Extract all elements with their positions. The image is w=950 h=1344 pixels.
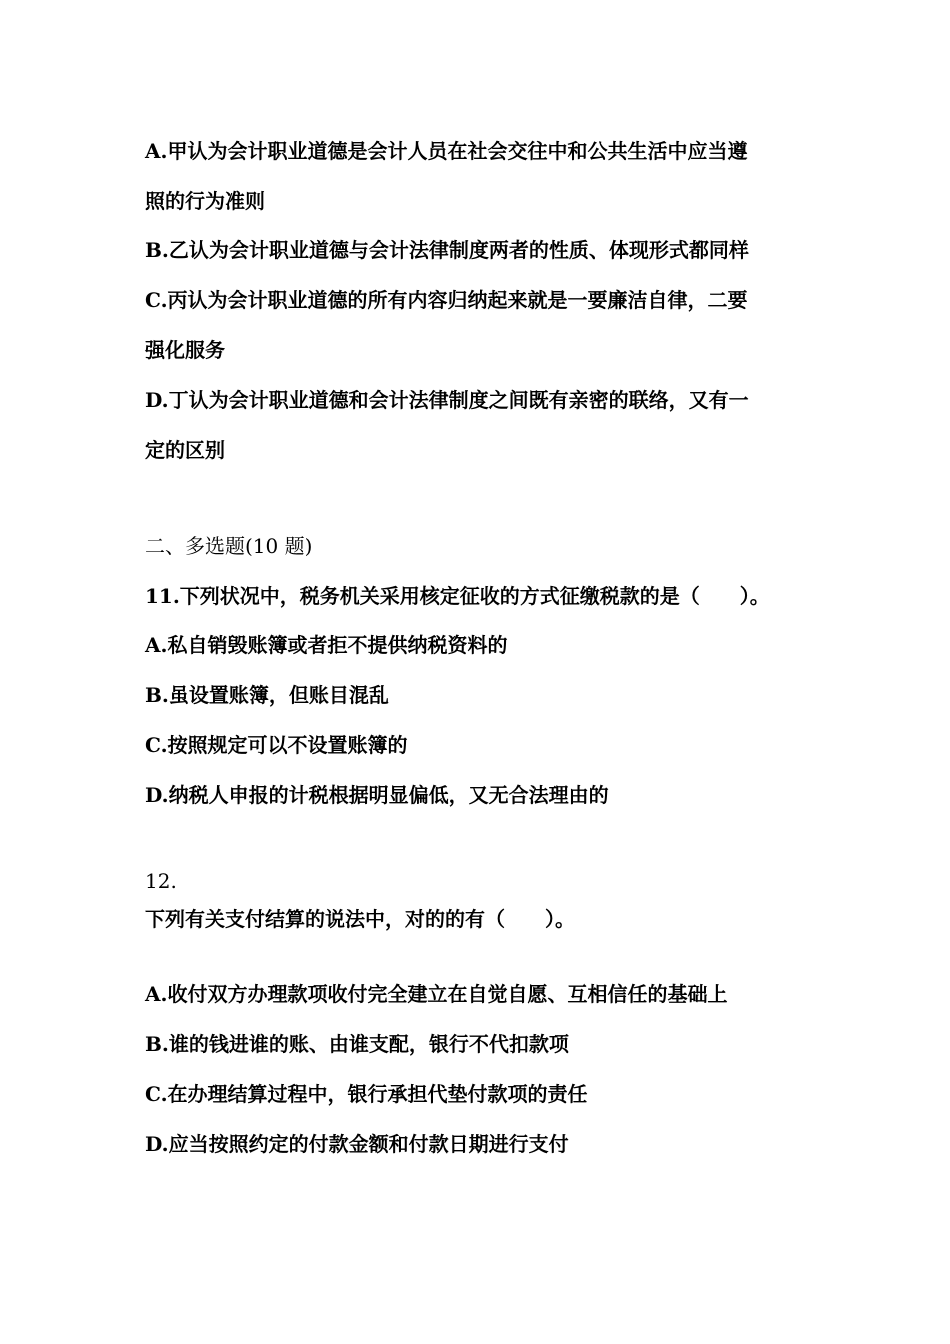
q10-option-c-line2: 强化服务 [145,338,225,362]
q12-option-d: D.应当按照约定的付款金额和付款日期进行支付 [145,1132,569,1156]
q11-question: 11.下列状况中，税务机关采用核定征收的方式征缴税款的是（ ）。 [145,584,770,608]
q12-option-b: B.谁的钱进谁的账、由谁支配，银行不代扣款项 [145,1032,569,1056]
q11-option-c: C.按照规定可以不设置账簿的 [145,733,408,757]
q11-option-b: B.虽设置账簿，但账目混乱 [145,683,389,707]
q10-option-c-line1: C.丙认为会计职业道德的所有内容归纳起来就是一要廉洁自律，二要 [145,288,748,312]
q10-option-b: B.乙认为会计职业道德与会计法律制度两者的性质、体现形式都同样 [145,238,749,262]
q10-option-d-line2: 定的区别 [145,438,225,462]
q10-option-d-line1: D.丁认为会计职业道德和会计法律制度之间既有亲密的联络，又有一 [145,388,749,412]
section-heading-multiple-choice: 二、多选题(10 题) [145,534,313,558]
q10-option-a-line2: 照的行为准则 [145,189,265,213]
q12-option-c: C.在办理结算过程中，银行承担代垫付款项的责任 [145,1082,588,1106]
q12-option-a: A.收付双方办理款项收付完全建立在自觉自愿、互相信任的基础上 [145,982,728,1006]
q11-option-d: D.纳税人申报的计税根据明显偏低，又无合法理由的 [145,783,609,807]
q12-question: 下列有关支付结算的说法中，对的的有（ ）。 [145,907,575,931]
q10-option-a-line1: A.甲认为会计职业道德是会计人员在社会交往中和公共生活中应当遵 [145,139,748,163]
q12-number: 12. [145,869,177,893]
q11-option-a: A.私自销毁账簿或者拒不提供纳税资料的 [145,633,508,657]
